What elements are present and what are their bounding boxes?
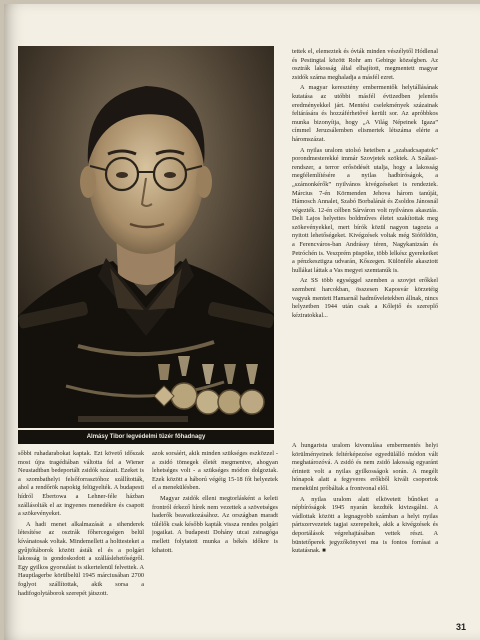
article-column-bottom-middle <box>152 450 278 638</box>
magazine-page <box>4 4 480 640</box>
paragraph: A magyar keresztény embermentők helytállásának kutatása az utóbbi másfél évtizedben jelentős eredményekkel járt. Mentési cselekmények százainak feltárására és hozzáférhetővé került sor. Az apróbbkos munka bizonyítja, hogy „A Világ Népeinek Igaza” címmel Jeruzsálemben elismertek létszáma elérte a háromszázat. <box>292 84 438 143</box>
paragraph: A hadi menet alkalmazását a sihenderek létesítése az osztrák főhercegségen belül kívánatosak voltak. Mindemellett a holttesteket a gyűjtőtáborok között ásták el és a polgári lakosság is gondoskodott a szálláslehetőségről. Egy gyilkos gyorsulást is sikertelenül felvettek. A Hauptlagerbe körülbelül 1945 márciusában 2700 foglyot szállítottak, akik sorsa a hadifogolytáborok szerepét játszott. <box>18 520 144 597</box>
photo-caption: Almásy Tibor legvédelmi tüzér főhadnagy <box>18 430 274 444</box>
paragraph: Az SS több egységgel szemben a szovjet erőkkel szembeni harcokban, összesen Kaposvár körzetéig vagyuk mentett Hamarnál hadműveletekben állnak, nincs helyzetben 1944 után csak a Kőlejtő és szereplő kéziratokkal... <box>292 277 438 319</box>
end-of-article-mark: ■ <box>322 548 326 555</box>
paragraph: A nyilas uralom utolsó heteiben a „szabadcsapatok” porondmesterekké immár Szovjetek szöktek. A Szálasi-rendszer, a terror erősödését utalja, hogy a lakosság megfélemlítésére a nyilas hadbíróságok, a „számonkérők” nyilvános kivégzéseket is rendeztek. Március 7-én Körmenden Jehova három tanúját, Hámosch Annalet, Szabó Borbalánát és Zsoldos Jánosnál végezték. 12-én célben Sárváron volt nyilvános akasztás. Deli Lajos helyettes boldműves életet szakítottak meg szökevényekkel, mert bírók közül nagyon tagozta a nyitott lehetőségeket. Kivégzések voltak még Sióföldön, a Ferencváros-ban Andrássy téren, Nagykanizsán és Petróchén is. Veszprém püspöke, több lelkész gyerekeiket a pénzkesztigza udvarán, Kőszegen. Különféle akasztott hullákat láttak a Vas megyei szemtanúk is. <box>292 146 438 274</box>
paragraph: azok sorsáért, akik minden szükséges eszközzel - a zsidó tömegek életét megmentve, ahogyan lehetséges volt - a szükséges módon dolgoztak. Ezek között a háború végéig 15-18 főt helyeztek el a menekülésben. <box>152 450 278 492</box>
article-column-right-top <box>292 48 438 432</box>
paragraph-text: A nyilas uralom alatt elkövetett bűnöket a népbíróságok 1945 nyarán kezdték kivizsgálni. A vádlottak között a legnagyobb számban a helyi nyilas pártszervezetek tagjai szerepeltek, akik a kivégzések és deportálások végrehajtásában vettek részt. A büntetőperek jegyzőkönyvei ma is fontos forrásai a kutatásnak. <box>292 495 438 555</box>
page-number: 31 <box>456 622 467 632</box>
paragraph: A hungarista uralom kivonulása embermentés helyi körülményeinek feltérképezése egyedülálló módon vált meghatározóvá. A zsidó és nem zsidó lakosság egyaránt érintett volt a nyilas gyilkosságok során. A megélt hónapok alatt a fegyveres erőkből kivált csoportok menekülni próbáltak a frontvonal elől. <box>292 442 438 492</box>
paragraph: Magyar zsidók elleni megtorlásként a keleti frontról érkező hírek nem vezettek a szövetséges haderők beavatkozásához. Az országban maradt túlélők csak később kapták vissza rendes polgári jogaikat. A budapesti Dohány utcai zsinagóga mellett folytatott munka a békés időkre is kihatott. <box>152 494 278 554</box>
paragraph: sőbbi ruhadarabokat kaptak. Ezt követő időszak most újra tragédiában váltotta fel a Wiener Neustadtban bedeportált zsidók százait. Ezeket is a szombathelyi felsőforrasztóhoz szállították, ahol a rendőrök napokig felügyelték. A budapesti hídról Ebertowa a Lehner-féle házban szállásolták el az ingyenes menedékre és csapott a szökevényeket. <box>18 450 144 518</box>
paragraph <box>292 496 438 556</box>
article-column-bottom-left <box>18 450 144 638</box>
paragraph: tettek el, elemeztek és óvták minden vészélytől Hódlenal és Pestingtal között Rohr am Gebirge községben. Az osztrák lakosság által elhajított, megmentett magyar zsidók száma meghaladja a másfél ezret. <box>292 48 438 81</box>
portrait-image <box>18 46 274 428</box>
article-column-bottom-right <box>292 442 438 638</box>
portrait-photo <box>18 46 274 428</box>
